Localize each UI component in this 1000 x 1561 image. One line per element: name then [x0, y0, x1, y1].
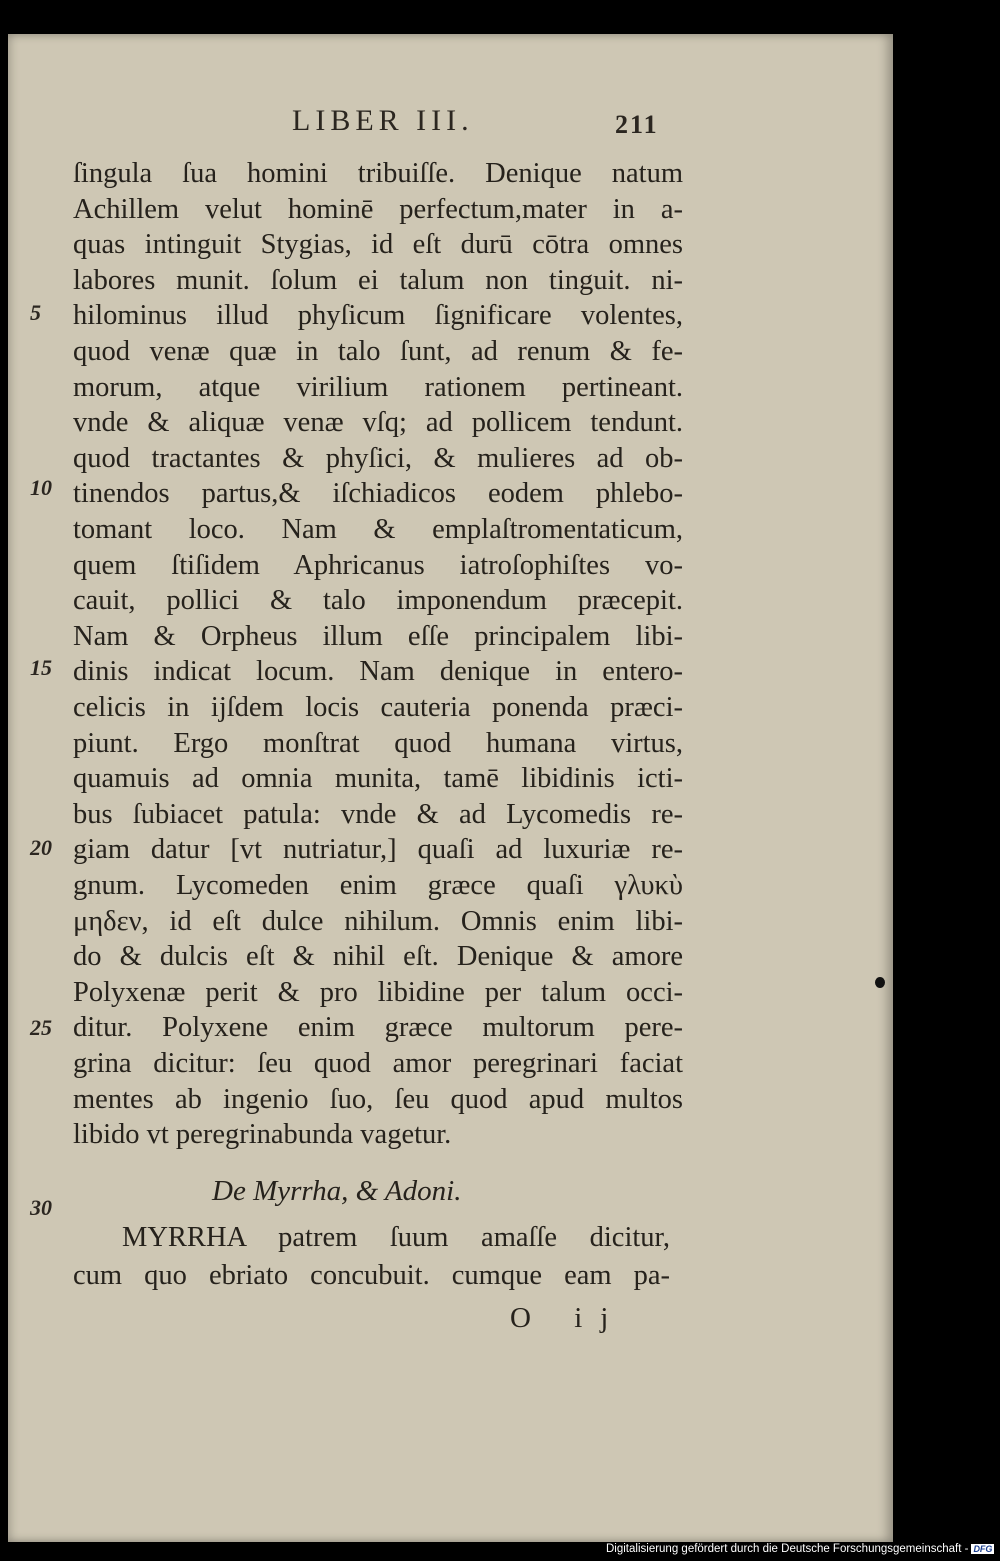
text-line: quas intinguit Stygias, id eſt durū cōtra omnes — [73, 229, 683, 261]
text-line: celicis in ijſdem locis cauteria ponenda præci- — [73, 692, 683, 723]
section-text-line: cum quo ebriato concubuit. cumque eam pa- — [73, 1260, 670, 1291]
text-line: vnde & aliquæ venæ vſq; ad pollicem tendunt. — [73, 407, 683, 439]
text-line: piunt. Ergo monſtrat quod humana virtus, — [73, 727, 683, 759]
line-number: 30 — [30, 1195, 52, 1220]
text-line: ditur. Polyxene enim græce multorum pere- — [73, 1012, 683, 1044]
running-head: LIBER III. — [292, 104, 474, 137]
text-line: giam datur [vt nutriatur,] quaſi ad luxuriæ re- — [73, 834, 683, 866]
text-line: gnum. Lycomeden enim græce quaſi γλυκὺ — [73, 870, 683, 901]
text-line: cauit, pollici & talo imponendum præcepit. — [73, 585, 683, 617]
line-number: 10 — [30, 475, 52, 500]
section-heading: De Myrrha, & Adoni. — [212, 1175, 462, 1207]
line-number: 20 — [30, 835, 52, 860]
line-number: 25 — [30, 1015, 52, 1040]
text-line: tomant loco. Nam & emplaſtromentaticum, — [73, 514, 683, 545]
digitization-footer — [606, 1543, 994, 1555]
text-line: μηδεν, id eſt dulce nihilum. Omnis enim libi- — [73, 905, 683, 937]
text-line: ſingula ſua homini tribuiſſe. Denique natum — [73, 158, 683, 189]
text-line: libido vt peregrinabunda vagetur. — [73, 1119, 452, 1151]
line-number: 15 — [30, 655, 52, 680]
signature-mark: O ij — [510, 1302, 627, 1334]
line-number: 5 — [30, 300, 41, 325]
dfg-logo: DFG — [973, 1544, 993, 1554]
text-line: morum, atque virilium rationem pertineant. — [73, 371, 683, 403]
text-line: do & dulcis eſt & nihil eſt. Denique & amore — [73, 941, 683, 973]
page-number: 211 — [615, 110, 659, 139]
text-line: quod venæ quæ in talo ſunt, ad renum & fe- — [73, 336, 683, 367]
text-line: Polyxenæ perit & pro libidine per talum occi- — [73, 976, 683, 1008]
text-line: grina dicitur: ſeu quod amor peregrinari faciat — [73, 1048, 683, 1079]
text-line: quamuis ad omnia munita, tamē libidinis icti- — [73, 763, 683, 795]
text-line: Nam & Orpheus illum eſſe principalem libi- — [73, 620, 683, 652]
text-line: mentes ab ingenio ſuo, ſeu quod apud multos — [73, 1083, 683, 1115]
text-line: tinendos partus,& iſchiadicos eodem phlebo- — [73, 478, 683, 510]
text-line: quod tractantes & phyſici, & mulieres ad ob- — [73, 442, 683, 474]
text-line: bus ſubiacet patula: vnde & ad Lycomedis re- — [73, 798, 683, 830]
text-line: labores munit. ſolum ei talum non tinguit. ni- — [73, 264, 683, 296]
text-line: hilominus illud phyſicum ſignificare volentes, — [73, 300, 683, 332]
text-line: Achillem velut hominē perfectum,mater in a- — [73, 193, 683, 225]
margin-dot — [875, 977, 885, 988]
section-text-line: MYRRHA patrem ſuum amaſſe dicitur, — [122, 1222, 670, 1253]
text-line: dinis indicat locum. Nam denique in entero- — [73, 656, 683, 688]
text-line: quem ſtiſidem Aphricanus iatroſophiſtes vo- — [73, 549, 683, 581]
footer-text: Digitalisierung gefördert durch die Deutsche Forschungsgemeinschaft - — [606, 1543, 969, 1555]
